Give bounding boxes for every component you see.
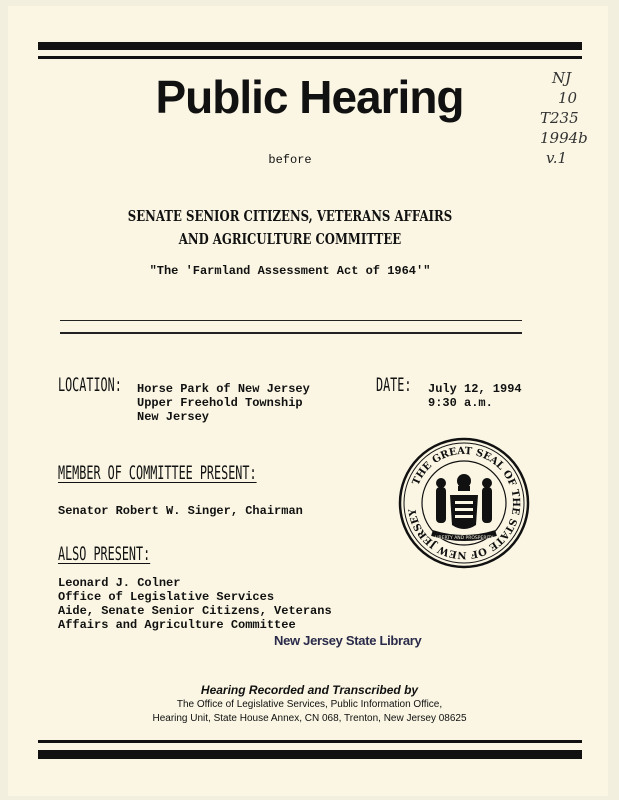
date-label: DATE: — [376, 374, 412, 396]
handwritten-line: NJ — [552, 69, 572, 87]
member-line: Senator Robert W. Singer, Chairman — [58, 504, 303, 518]
location-line: New Jersey — [137, 410, 210, 424]
committee-line: AND AGRICULTURE COMMITTEE — [178, 230, 402, 248]
before-text: before — [268, 153, 312, 167]
members-list — [58, 504, 303, 518]
footer-heading: Hearing Recorded and Transcribed by — [200, 683, 419, 697]
page-title: Public Hearing — [155, 71, 464, 123]
handwritten-line: T235 — [540, 109, 579, 127]
seal-ribbon-text: LIBERTY AND PROSPERITY — [434, 536, 494, 541]
also-line: Office of Legislative Services — [58, 590, 275, 604]
footer-line: Hearing Unit, State House Annex, CN 068, Trenton, New Jersey 08625 — [152, 713, 467, 724]
handwritten-line: 10 — [558, 89, 578, 107]
handwritten-line: v.1 — [546, 149, 568, 167]
mid-rule-2 — [60, 332, 522, 334]
also-line: Aide, Senate Senior Citizens, Veterans — [58, 604, 332, 618]
committee-line: SENATE SENIOR CITIZENS, VETERANS AFFAIRS — [127, 207, 453, 225]
also-present-list — [58, 576, 332, 632]
location-details — [137, 382, 310, 424]
also-line: Leonard J. Colner — [58, 576, 181, 590]
location-label: LOCATION: — [58, 374, 122, 396]
location-line: Upper Freehold Township — [137, 396, 303, 410]
seal-ring-text: THE GREAT SEAL OF THE STATE OF NEW JERSEY — [407, 445, 522, 561]
handwritten-line: 1994b — [540, 129, 588, 147]
hearing-subject: "The 'Farmland Assessment Act of 1964'" — [149, 264, 431, 278]
library-stamp: New Jersey State Library — [274, 633, 422, 648]
top-thin-rule — [38, 56, 582, 59]
date-line: 9:30 a.m. — [428, 396, 493, 410]
bottom-thick-rule — [38, 750, 582, 759]
bottom-thin-rule — [38, 740, 582, 743]
footer — [0, 683, 619, 726]
footer-line: The Office of Legislative Services, Public Information Office, — [176, 699, 443, 710]
date-line: July 12, 1994 — [428, 382, 522, 396]
committee-name — [64, 205, 516, 251]
mid-rule-1 — [60, 320, 522, 321]
state-seal-icon — [398, 437, 530, 569]
members-label: MEMBER OF COMMITTEE PRESENT: — [58, 462, 257, 484]
location-line: Horse Park of New Jersey — [137, 382, 310, 396]
also-line: Affairs and Agriculture Committee — [58, 618, 296, 632]
top-thick-rule — [38, 42, 582, 50]
date-details — [428, 382, 522, 410]
also-present-label: ALSO PRESENT: — [58, 543, 151, 565]
